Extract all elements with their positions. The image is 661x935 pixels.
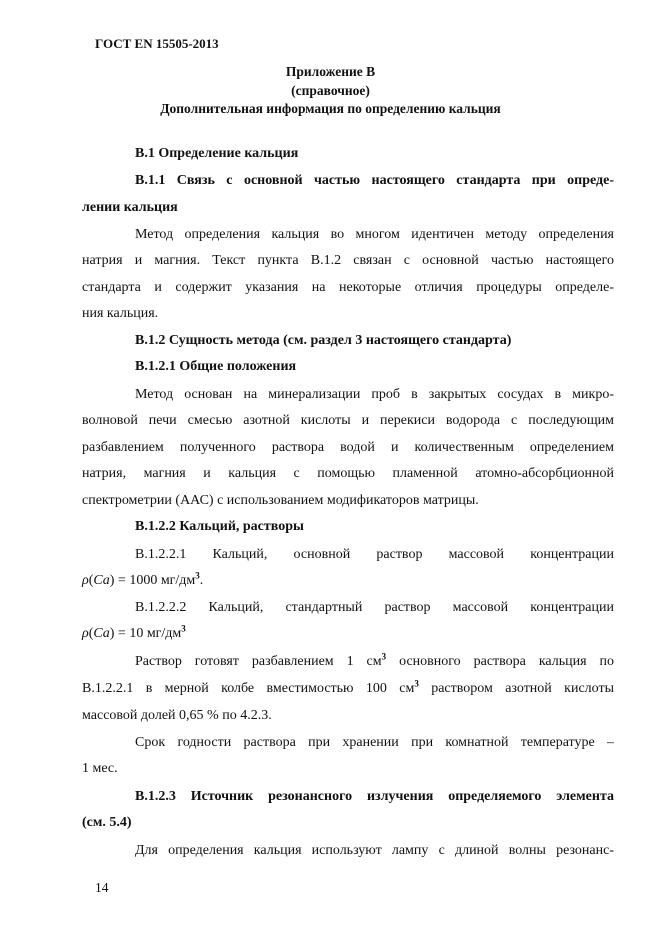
preparation-text: основного раствора кальция по: [386, 654, 614, 669]
section-b1222-formula: [82, 625, 614, 643]
shelf-life-line2: 1 мес.: [82, 761, 118, 776]
section-b11-text-line: стандарта и содержит указания на некоторые отличия процедуры определе-: [82, 280, 614, 295]
appendix-note: (справочное): [291, 83, 370, 98]
superscript: 3: [414, 678, 419, 689]
section-b121-text-line: Метод основан на минерализации проб в закрытых сосудах в микро-: [135, 387, 614, 402]
page-number: 14: [95, 880, 109, 895]
formula-rho: ρ: [82, 626, 89, 641]
formula-value: = 1000 мг/дм: [114, 573, 196, 588]
section-b123-heading-line1: В.1.2.3 Источник резонансного излучения определяемого элемента: [135, 789, 614, 804]
section-b123-text-line1: Для определения кальция используют лампу с длиной волны резонанс-: [135, 843, 614, 858]
formula-value: = 10 мг/дм: [114, 626, 182, 641]
section-b121-text-line: разбавлением полученного раствора водой и количественным определением: [82, 440, 614, 455]
section-b121-heading: В.1.2.1 Общие положения: [135, 359, 297, 374]
appendix-subtitle: Дополнительная информация по определению кальция: [160, 101, 501, 116]
appendix-title: Приложение В: [285, 64, 376, 79]
preparation-text: Раствор готовят разбавлением 1 см: [135, 654, 382, 669]
formula-superscript: 3: [195, 570, 200, 581]
section-b11-text-line: ния кальция.: [82, 306, 159, 321]
section-b11-heading-line2: лении кальция: [82, 200, 178, 215]
preparation-text: раствором азотной кислоты: [418, 681, 614, 696]
preparation-line1: [135, 653, 614, 671]
formula-ca: Ca: [93, 573, 110, 588]
section-b121-text-line: натрия, магния и кальция с помощью пламенной атомно-абсорбционной: [82, 466, 614, 481]
formula-paren-close: ): [109, 573, 115, 588]
superscript: 3: [381, 651, 387, 662]
section-b12-heading: В.1.2 Сущность метода (см. раздел 3 настоящего стандарта): [135, 333, 512, 348]
preparation-text: В.1.2.2.1 в мерной колбе вместимостью 100 см: [82, 681, 415, 696]
section-b11-text-line: натрия и магния. Текст пункта В.1.2 связан с основной частью настоящего: [82, 253, 614, 268]
preparation-line2: [82, 680, 614, 698]
section-b121-text-line: спектрометрии (ААС) с использованием модификаторов матрицы.: [82, 493, 479, 508]
section-b1221-formula: [82, 572, 614, 590]
formula-ca: Ca: [93, 626, 110, 641]
document-header-id: ГОСТ EN 15505-2013: [95, 36, 219, 51]
section-b11-text-line: Метод определения кальция во многом идентичен методу определения: [135, 227, 614, 242]
formula-paren-open: (: [88, 626, 94, 641]
section-b121-text-line: волновой печи смесью азотной кислоты и перекиси водорода с последующим: [82, 413, 614, 428]
section-b122-heading: В.1.2.2 Кальций, растворы: [135, 519, 304, 534]
preparation-line3: массовой долей 0,65 % по 4.2.3.: [82, 708, 272, 723]
shelf-life-line1: Срок годности раствора при хранении при комнатной температуре –: [135, 735, 614, 750]
section-b1221-line1: В.1.2.2.1 Кальций, основной раствор массовой концентрации: [135, 547, 614, 562]
formula-paren-close: ): [109, 626, 115, 641]
formula-rho: ρ: [82, 573, 89, 588]
section-b123-heading-line2: (см. 5.4): [82, 815, 132, 830]
formula-paren-open: (: [88, 573, 94, 588]
formula-end: .: [199, 573, 204, 588]
section-b1-heading: В.1 Определение кальция: [135, 146, 299, 161]
section-b1222-line1: В.1.2.2.2 Кальций, стандартный раствор массовой концентрации: [135, 600, 614, 615]
section-b11-heading-line1: В.1.1 Связь с основной частью настоящего стандарта при опреде-: [135, 173, 614, 188]
formula-superscript: 3: [181, 623, 186, 634]
